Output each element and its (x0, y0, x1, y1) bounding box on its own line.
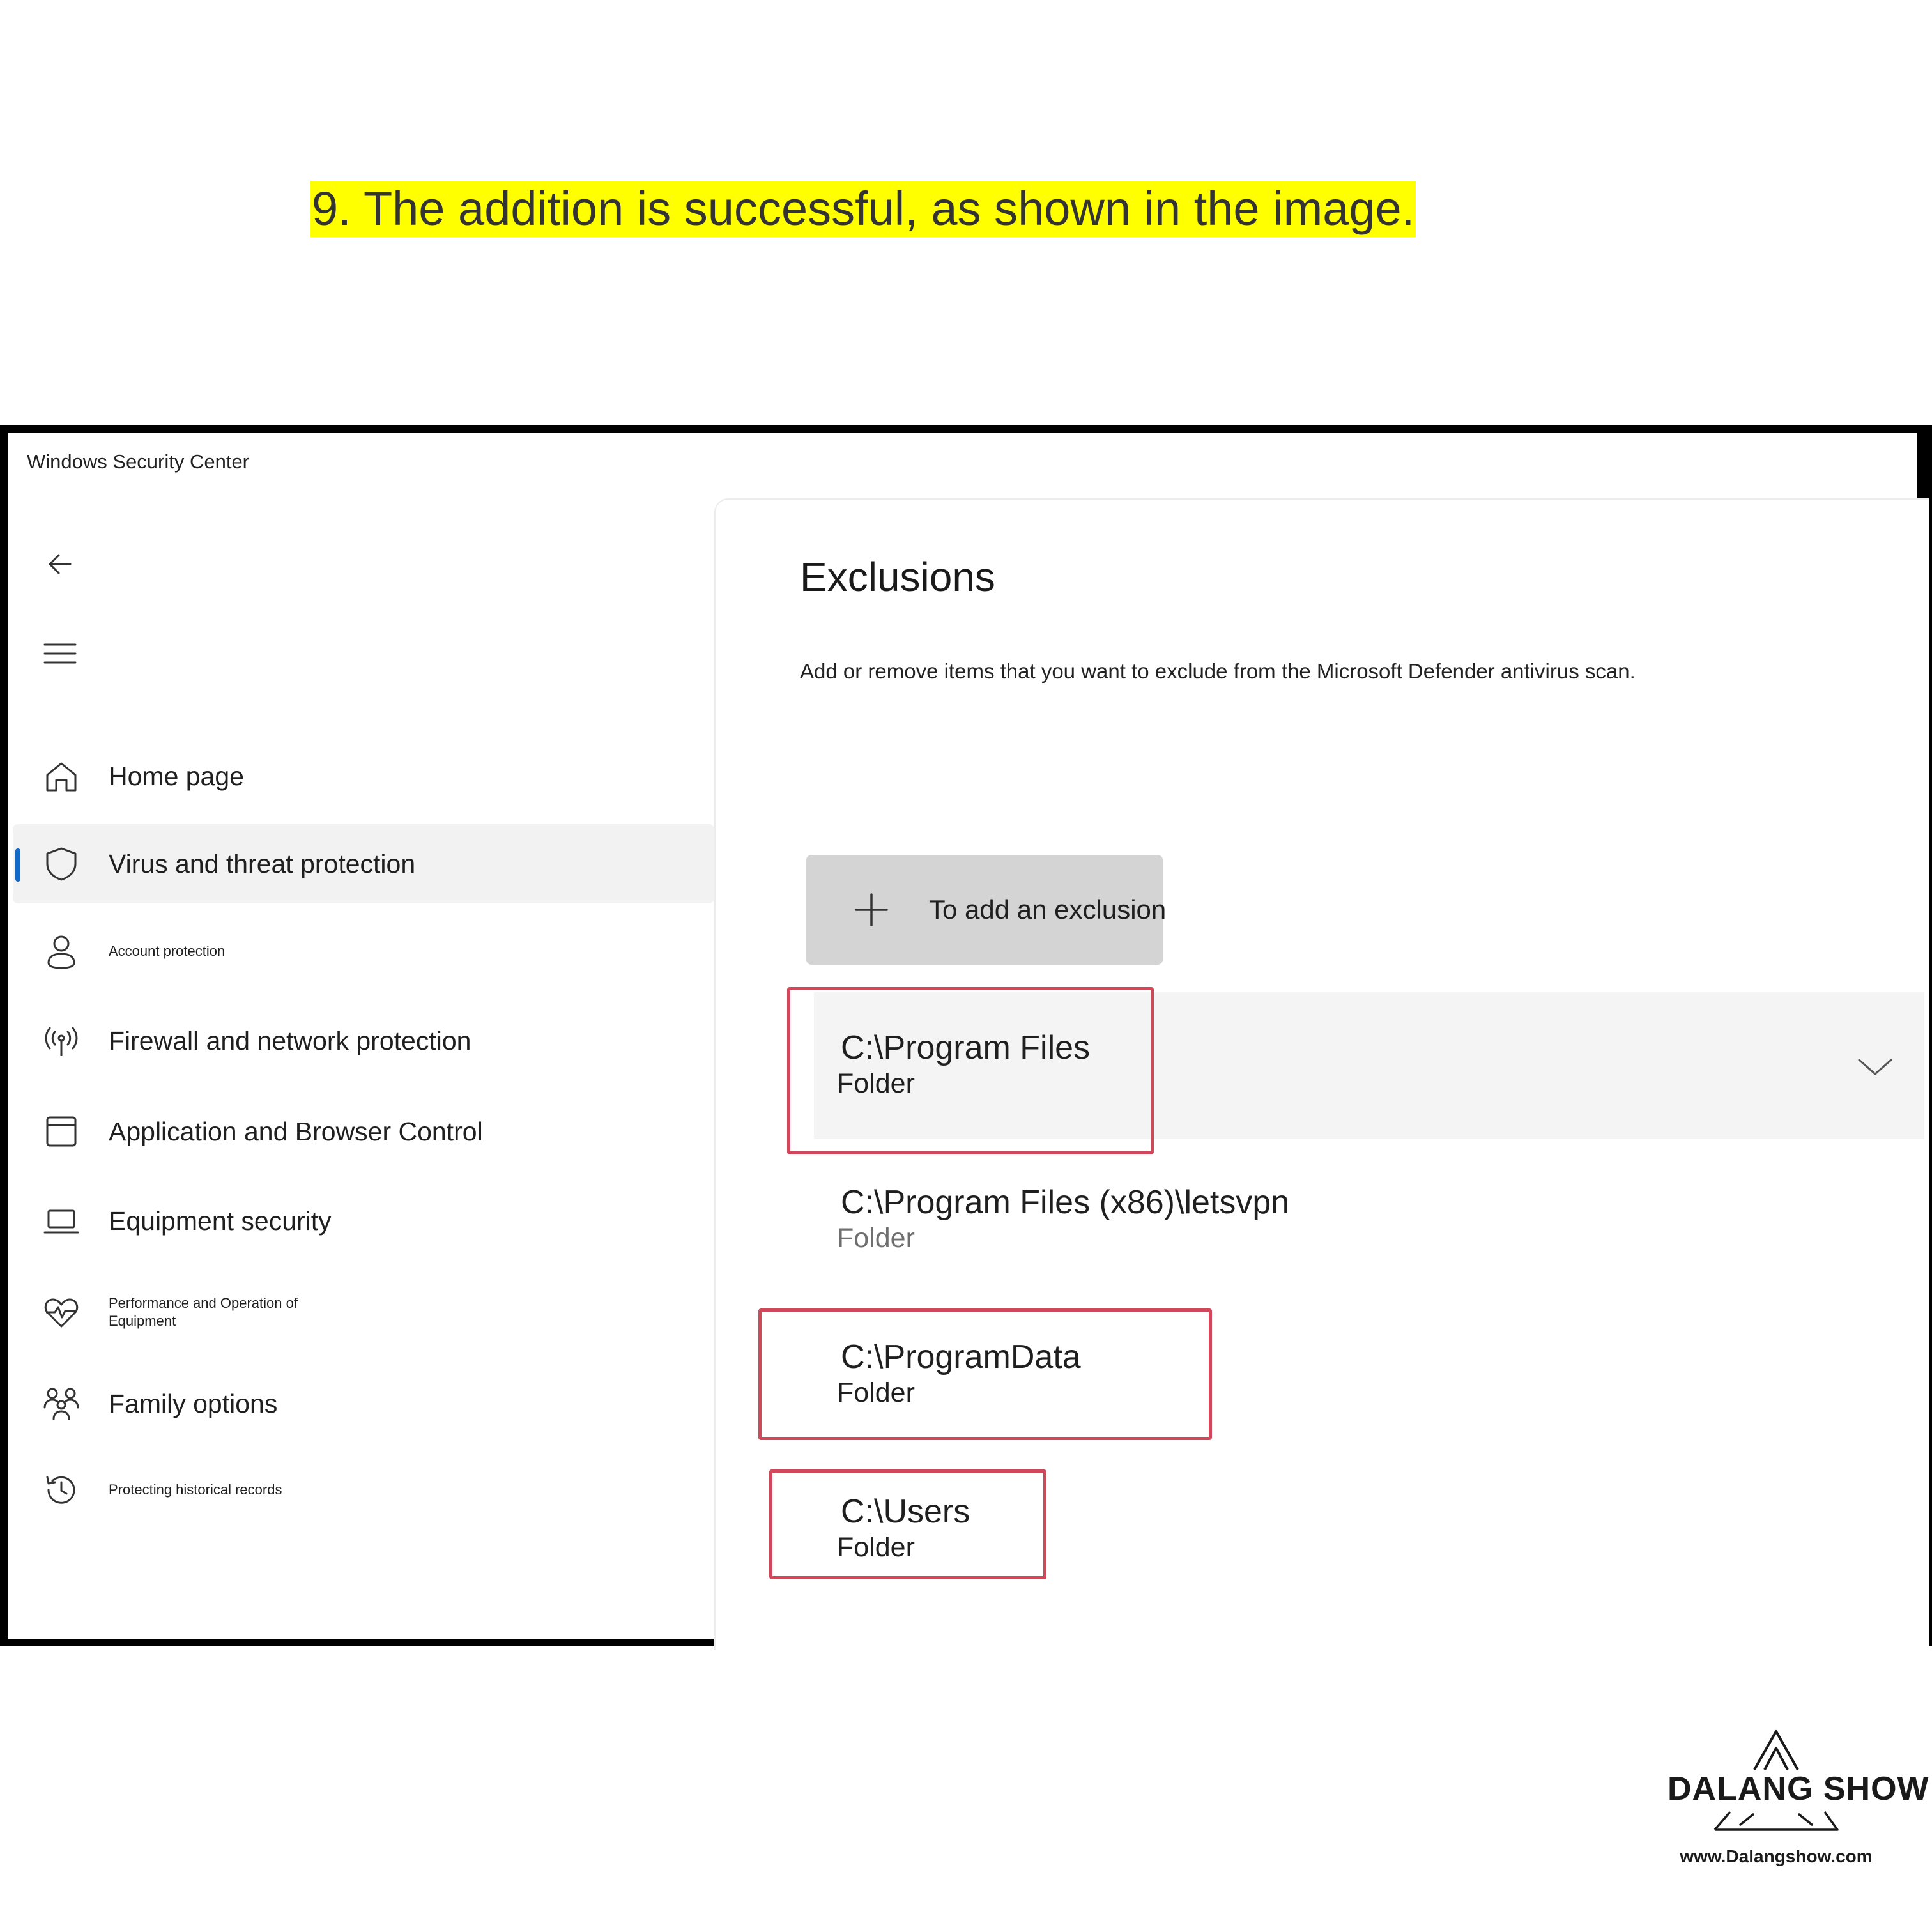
page-description: Add or remove items that you want to exclude from the Microsoft Defender antivirus scan. (800, 659, 1636, 683)
exclusion-path: C:\ProgramData (841, 1338, 1081, 1376)
sidebar-item-label: Equipment security (109, 1206, 332, 1236)
person-icon (41, 931, 82, 972)
home-icon (41, 756, 82, 797)
sidebar-item-label: Family options (109, 1388, 278, 1418)
highlight-box (769, 1469, 1046, 1579)
sidebar-item-label: Virus and threat protection (109, 848, 416, 878)
shield-icon (41, 843, 82, 884)
sidebar-item-equipment-security[interactable] (13, 1181, 714, 1261)
back-arrow-icon[interactable] (37, 541, 83, 587)
exclusion-type: Folder (837, 1532, 915, 1563)
sidebar-item-firewall-and-network-protection[interactable] (13, 1001, 714, 1080)
highlight-box (787, 987, 1154, 1154)
browser-window-icon (41, 1111, 82, 1152)
logo-base-icon (1712, 1809, 1840, 1832)
antenna-icon (41, 1020, 82, 1061)
plus-icon (852, 891, 891, 929)
chevron-down-icon[interactable] (1853, 1045, 1897, 1089)
exclusion-type: Folder (837, 1377, 915, 1408)
page-title: Exclusions (800, 554, 995, 600)
selected-indicator (15, 848, 20, 882)
mountain-logo-icon (1751, 1728, 1802, 1772)
caption-text: 9. The addition is successful, as shown in the image. (310, 181, 1416, 237)
sidebar-item-label: Performance and Operation of Equipment (109, 1295, 298, 1329)
add-exclusion-button[interactable] (806, 855, 1167, 965)
exclusion-path: C:\Program Files (841, 1029, 1091, 1066)
highlight-box (758, 1308, 1212, 1440)
window-title: Windows Security Center (27, 450, 250, 473)
family-icon (41, 1383, 82, 1424)
sidebar-item-protecting-historical-records[interactable] (13, 1450, 714, 1529)
exclusion-item[interactable] (837, 1183, 1290, 1255)
add-exclusion-label: To add an exclusion (929, 894, 1167, 924)
sidebar-item-account-protection[interactable] (13, 912, 714, 991)
sidebar-item-label: Home page (109, 761, 244, 791)
history-icon (41, 1469, 82, 1510)
exclusion-path: C:\Program Files (x86)\letsvpn (841, 1184, 1290, 1221)
sidebar-item-virus-and-threat-protection[interactable] (13, 824, 714, 903)
laptop-icon (41, 1200, 82, 1241)
sidebar-item-label: Account protection (109, 943, 226, 959)
exclusion-path: C:\Users (841, 1493, 970, 1530)
dalang-show-logo (1667, 1719, 1929, 1885)
sidebar-item-application-and-browser-control[interactable] (13, 1092, 714, 1171)
sidebar-item-label: Application and Browser Control (109, 1116, 483, 1146)
exclusion-type: Folder (837, 1068, 915, 1099)
heart-pulse-icon (41, 1292, 82, 1333)
hamburger-menu-icon[interactable] (37, 631, 83, 677)
sidebar-item-performance-and-operation[interactable] (13, 1273, 714, 1352)
exclusion-type: Folder (837, 1223, 915, 1254)
sidebar-item-label: Protecting historical records (109, 1482, 282, 1498)
sidebar-item-label: Firewall and network protection (109, 1025, 471, 1055)
sidebar-item-family-options[interactable] (13, 1364, 714, 1443)
logo-name: DALANG SHOW (1667, 1770, 1929, 1807)
logo-url: www.Dalangshow.com (1680, 1846, 1873, 1866)
sidebar-item-home-page[interactable] (13, 737, 714, 816)
